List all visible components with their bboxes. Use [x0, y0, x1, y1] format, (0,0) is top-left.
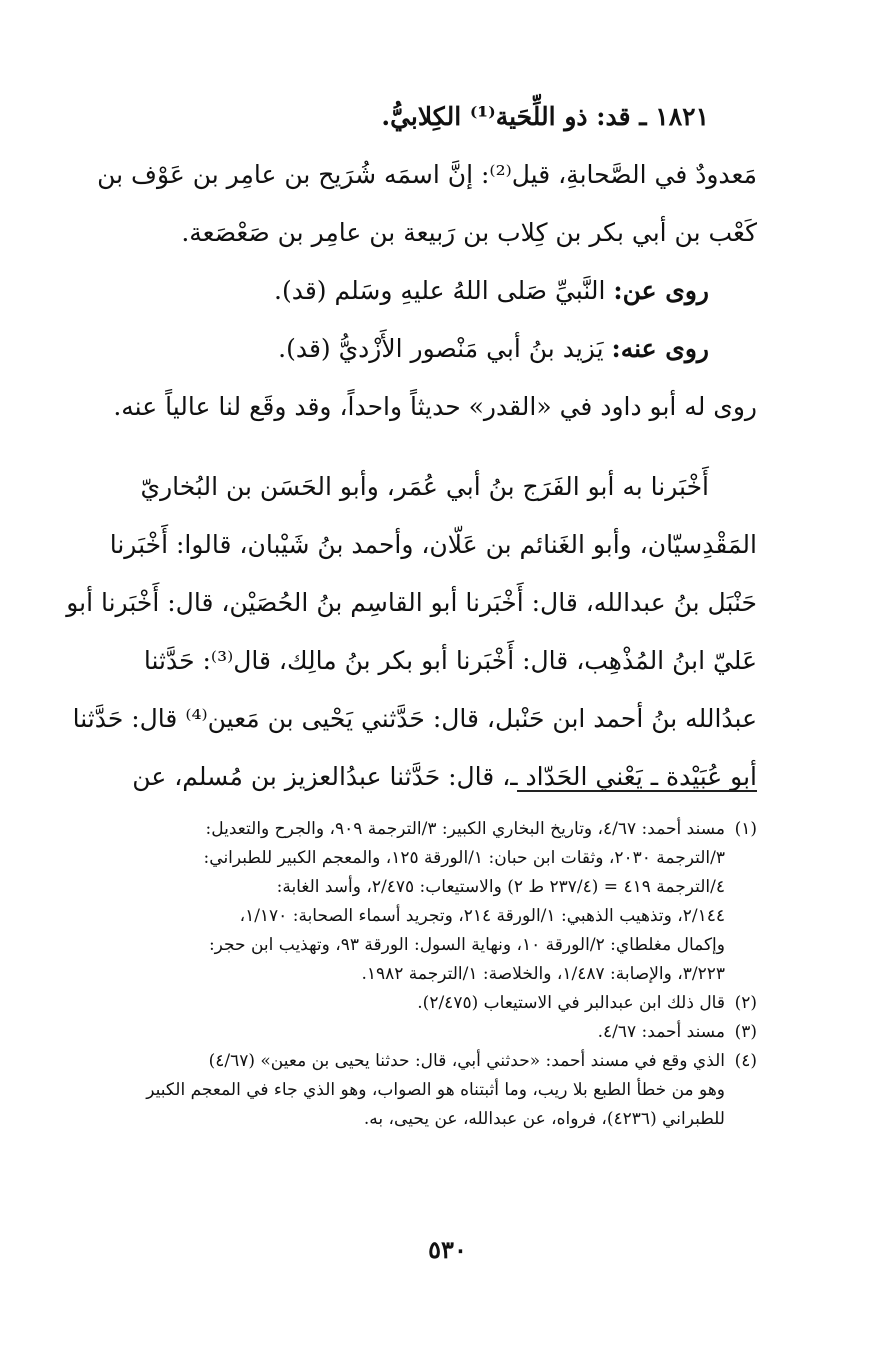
- narrated-by-text: يَزيد بنُ أبي مَنْصور الأَزْديُّ (قد).: [278, 334, 604, 363]
- footnote-4-text-1: الذي وقع في مسند أحمد: «حدثني أبي، قال: حدثنا يحيى بن معين» (٤/٦٧): [208, 1051, 725, 1071]
- footnote-3-line-1: [48, 1018, 757, 1047]
- main-text: [48, 88, 757, 806]
- isnad-line-5: عبدُالله بنُ أحمد ابن حَنْبل، قال: حَدَّثني يَحْيى بن مَعين⁽⁴⁾ قال: حَدَّثنا: [72, 704, 757, 733]
- footnote-4-line-1: [48, 1047, 757, 1076]
- narrated-by-line: [48, 320, 757, 378]
- footnote-2-line-1: [48, 989, 757, 1018]
- footnote-1-line-6: ٣/٢٢٣، والإصابة: ١/٤٨٧، والخلاصة: ١/الترجمة ١٩٨٢.: [361, 964, 725, 984]
- footnote-2-number: (٢): [734, 993, 757, 1013]
- isnad-line-3: حَنْبَل بنُ عبدالله، قال: أَخْبَرنا أبو القاسِم بنُ الحُصَيْن، قال: أَخْبَرنا أبو: [66, 588, 757, 617]
- footnote-1-number: (١): [734, 819, 757, 839]
- isnad-line-6: أبو عُبَيْدة ـ يَعْني الحَدّاد ـ، قال: حَدَّثنا عبدُالعزيز بن مُسلم، عن: [132, 762, 757, 791]
- page-number: ٥٣٠: [428, 1235, 467, 1264]
- footnote-4-number: (٤): [734, 1051, 757, 1071]
- footnote-1-line-4: ٢/١٤٤، وتذهيب الذهبي: ١/الورقة ٢١٤، وتجريد أسماء الصحابة: ١/١٧٠،: [239, 906, 725, 926]
- abu-dawud-line: روى له أبو داود في «القدر» حديثاً واحداً، وقد وقَع لنا عالياً عنه.: [113, 392, 757, 421]
- footnote-1-line-3: ٤/الترجمة ٤١٩ = (٢٣٧/٤ ط ٢) والاستيعاب: ٢/٤٧٥، وأسد الغابة:: [276, 877, 725, 897]
- footnote-1-line-2: ٣/الترجمة ٢٠٣٠، وثقات ابن حبان: ١/الورقة ١٢٥، والمعجم الكبير للطبراني:: [203, 848, 725, 868]
- footnote-2-text-1: قال ذلك ابن عبدالبر في الاستيعاب (٢/٤٧٥).: [417, 993, 725, 1013]
- footnote-separator: [517, 790, 757, 792]
- footnote-4-line-3: للطبراني (٤٢٣٦)، فرواه، عن عبدالله، عن يحيى، به.: [363, 1109, 725, 1129]
- isnad-line-2: المَقْدِسيّان، وأبو الغَنائم بن عَلّان، وأحمد بنُ شَيْبان، قالوا: أَخْبَرنا: [109, 530, 757, 559]
- narrated-from-text: النَّبيِّ صَلى اللهُ عليهِ وسَلم (قد).: [274, 276, 606, 305]
- footnote-1-line-1: [48, 815, 757, 844]
- isnad-line-1: أَخْبَرنا به أبو الفَرَج بنُ أبي عُمَر، وأبو الحَسَن بن البُخاريّ: [140, 472, 709, 501]
- footnote-1-text-1: مسند أحمد: ٤/٦٧، وتاريخ البخاري الكبير: ٣/الترجمة ٩٠٩، والجرح والتعديل:: [205, 819, 725, 839]
- footnote-4-line-2: وهو من خطأ الطبع بلا ريب، وما أثبتناه هو الصواب، وهو الذي جاء في المعجم الكبير: [146, 1080, 725, 1100]
- footnote-1-line-5: وإكمال مغلطاي: ٢/الورقة ١٠، ونهاية السول: الورقة ٩٣، وتهذيب ابن حجر:: [208, 935, 725, 955]
- footnote-3-text-1: مسند أحمد: ٤/٦٧.: [597, 1022, 725, 1042]
- isnad-line-4: عَليّ ابنُ المُذْهِب، قال: أَخْبَرنا أبو بكر بنُ مالِك، قال⁽³⁾: حَدَّثنا: [143, 646, 757, 675]
- footnote-3-number: (٣): [734, 1022, 757, 1042]
- footnotes: [48, 815, 757, 1134]
- narrated-from-label: روى عن:: [613, 276, 709, 305]
- entry-heading: ١٨٢١ ـ قد: ذو اللِّحَية⁽¹⁾ الكِلابيُّ.: [381, 102, 709, 131]
- narrated-by-label: روى عنه:: [611, 334, 709, 363]
- intro-line-1: مَعدودٌ في الصَّحابةِ، قيل⁽²⁾: إنَّ اسمَه شُرَيح بن عامِر بن عَوْف بن: [97, 160, 757, 189]
- narrated-from-line: [48, 262, 757, 320]
- paragraph-gap: [48, 436, 757, 458]
- intro-line-2: كَعْب بن أبي بكر بن كِلاب بن رَبيعة بن عامِر بن صَعْصَعة.: [181, 218, 757, 247]
